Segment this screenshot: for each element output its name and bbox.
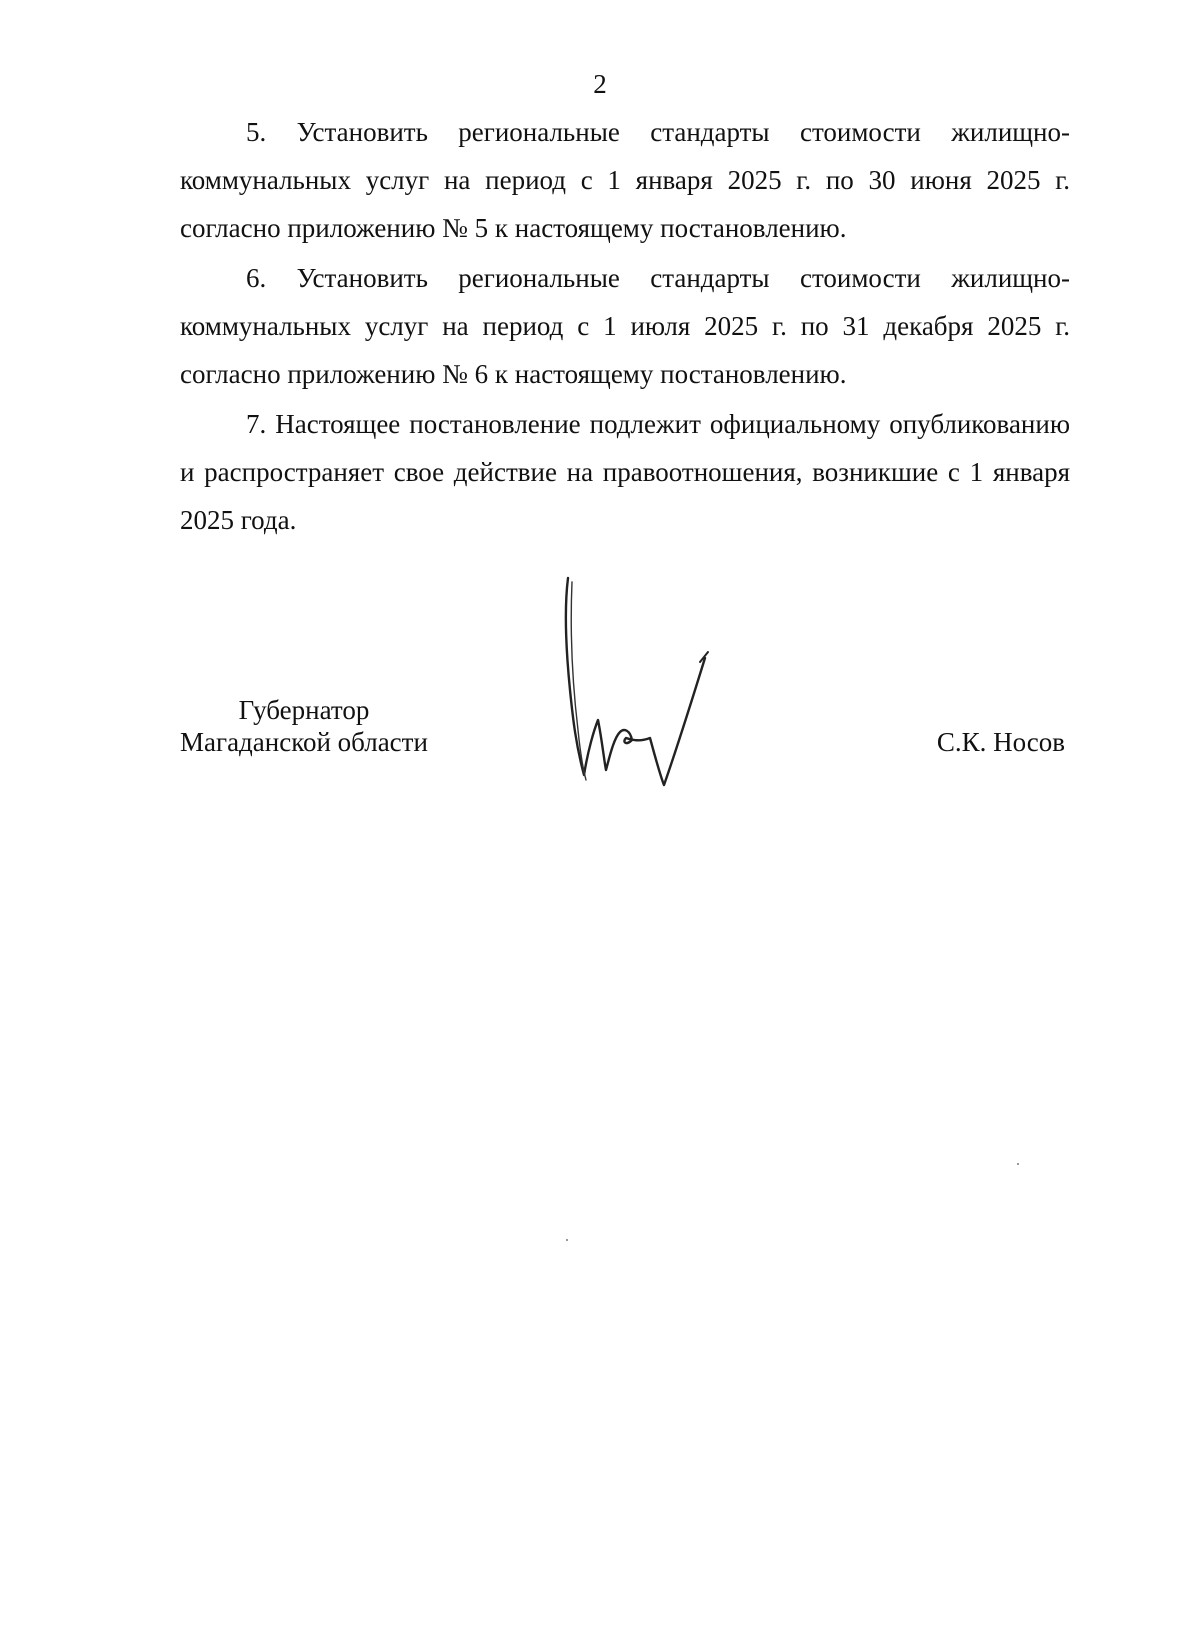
paragraph-7: 7. Настоящее постановление подлежит официальному опубликованию и распространяет свое действие на правоотношения, возникшие с 1 января 2025 года. [180,409,1070,535]
document-body [180,108,1070,546]
position-line-1: Губернатор [238,695,370,725]
position-line-2: Магаданской области [180,727,428,757]
paragraph-6: 6. Установить региональные стандарты стоимости жилищно-коммунальных услуг на период с 1 июля 2025 г. по 31 декабря 2025 г. согласно приложению № 6 к настоящему постановлению. [180,263,1070,389]
signatory-name: С.К. Носов [936,727,1065,757]
handwritten-signature [560,570,760,810]
page-number: 2 [593,69,607,99]
signatory-position [180,694,428,758]
paragraph-5: 5. Установить региональные стандарты стоимости жилищно-коммунальных услуг на период с 1 января 2025 г. по 30 июня 2025 г. согласно приложению № 5 к настоящему постановлению. [180,117,1070,243]
scan-speck [1017,1163,1019,1165]
scan-speck [566,1239,568,1241]
